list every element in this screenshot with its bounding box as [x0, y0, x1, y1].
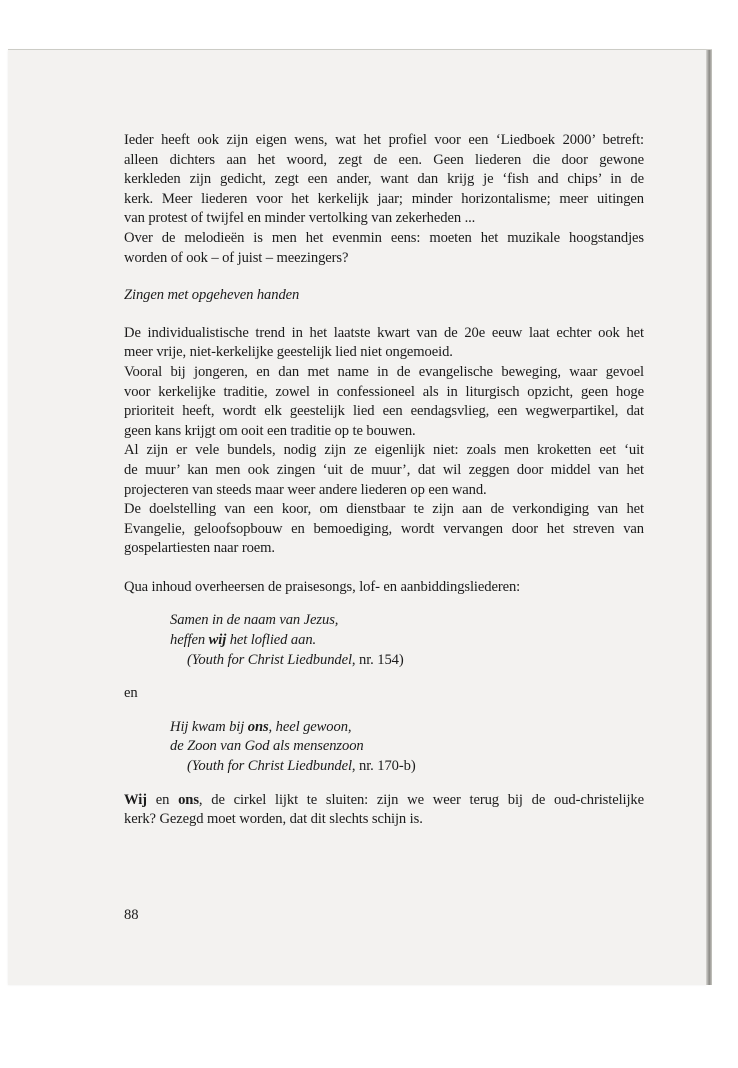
spacer — [124, 559, 644, 578]
text-line: Al zijn er vele bundels, nodig zijn ze eigenlijk niet: zoals men kroketten eet ‘uit — [124, 442, 644, 459]
section-heading: Zingen met opgeheven handen — [124, 287, 300, 304]
quote-text: Hij kwam bij — [170, 718, 248, 735]
quote-text: het loflied aan. — [226, 632, 317, 649]
text-line: meer vrije, niet-kerkelijke geestelijk lied niet ongemoeid. — [124, 344, 453, 361]
quote-line — [170, 718, 644, 738]
quote-text: , heel gewoon, — [268, 718, 352, 735]
text-line: Vooral bij jongeren, en dan met name in de evangelische beweging, waar gevoel — [124, 363, 644, 380]
text-line: de muur’ kan men ook zingen ‘uit de muur’, dat wil zeggen door middel van het — [124, 461, 644, 478]
text-line: kerk. Meer liederen voor het kerkelijk jaar; minder horizontalisme; meer uitingen — [124, 190, 644, 207]
reference-title: (Youth for Christ Liedbundel — [187, 758, 352, 775]
qua-inhoud-line: Qua inhoud overheersen de praisesongs, lof- en aanbiddingsliederen: — [124, 578, 521, 595]
closing-text: , de cirkel lijkt te sluiten: zijn we weer terug bij de oud-christelijke — [198, 791, 645, 808]
closing-text: en — [146, 791, 179, 808]
text-line: prioriteit heeft, wordt elk geestelijk lied een eendagsvlieg, een wegwerpartikel, dat — [124, 403, 644, 420]
text-line: De individualistische trend in het laatste kwart van de 20e eeuw laat echter ook het — [124, 324, 644, 341]
reference-number: , nr. 154) — [351, 651, 404, 668]
quote-line: de Zoon van God als mensenzoon — [170, 738, 364, 755]
text-line: worden of ook – of juist – meezingers? — [124, 249, 349, 266]
connector-word: en — [124, 685, 138, 702]
section-paragraph — [124, 324, 644, 559]
text-line — [124, 791, 644, 811]
text-line: geen kans krijgt om ooit een traditie op te bouwen. — [124, 422, 416, 439]
quote-line — [170, 631, 644, 651]
text-line: van protest of twijfel en minder vertolking van zekerheden ... — [124, 210, 476, 227]
spacer — [124, 597, 644, 611]
page-text — [124, 131, 644, 830]
quote-line: Samen in de naam van Jezus, — [170, 612, 339, 629]
reference-title: (Youth for Christ Liedbundel — [187, 651, 352, 668]
text-line: Ieder heeft ook zijn eigen wens, wat het profiel voor een ‘Liedboek 2000’ betreft: — [124, 132, 644, 148]
quote-emphasis: wij — [208, 632, 227, 649]
spacer — [124, 777, 644, 791]
quote-reference — [187, 651, 644, 671]
closing-emphasis: ons — [178, 791, 199, 808]
text-line: kerkleden zijn gedicht, zegt een ander, want dan krijg je ‘fish and chips’ in de — [124, 171, 644, 188]
quote-text: heffen — [170, 632, 209, 649]
text-line: De doelstelling van een koor, om dienstbaar te zijn aan de verkondiging van het — [124, 501, 644, 518]
text-line: voor kerkelijke traditie, zowel in confessioneel als in liturgisch opzicht, geen hoge — [124, 383, 644, 400]
closing-emphasis: Wij — [124, 791, 147, 808]
text-line: Evangelie, geloofsopbouw en bemoediging, wordt vervangen door het streven van — [124, 520, 644, 537]
intro-paragraph — [124, 131, 644, 268]
text-line: Over de melodieën is men het evenmin eens: moeten het muzikale hoogstandjes — [124, 229, 644, 246]
quote-reference — [187, 757, 644, 777]
quote-youth-for-christ-154 — [170, 611, 644, 670]
quote-youth-for-christ-170b — [170, 718, 644, 777]
closing-paragraph — [124, 791, 644, 830]
page-number: 88 — [124, 907, 139, 923]
spacer — [124, 704, 644, 718]
text-line: gospelartiesten naar roem. — [124, 540, 275, 557]
spacer — [124, 670, 644, 684]
reference-number: , nr. 170-b) — [351, 758, 416, 775]
page-binding-edge — [706, 50, 712, 985]
quote-emphasis: ons — [247, 718, 269, 735]
text-line: projecteren van steeds maar weer andere liederen op een wand. — [124, 481, 487, 498]
text-line: kerk? Gezegd moet worden, dat dit slechts schijn is. — [124, 811, 423, 828]
text-line: alleen dichters aan het woord, zegt de een. Geen liederen die door gewone — [124, 151, 644, 168]
